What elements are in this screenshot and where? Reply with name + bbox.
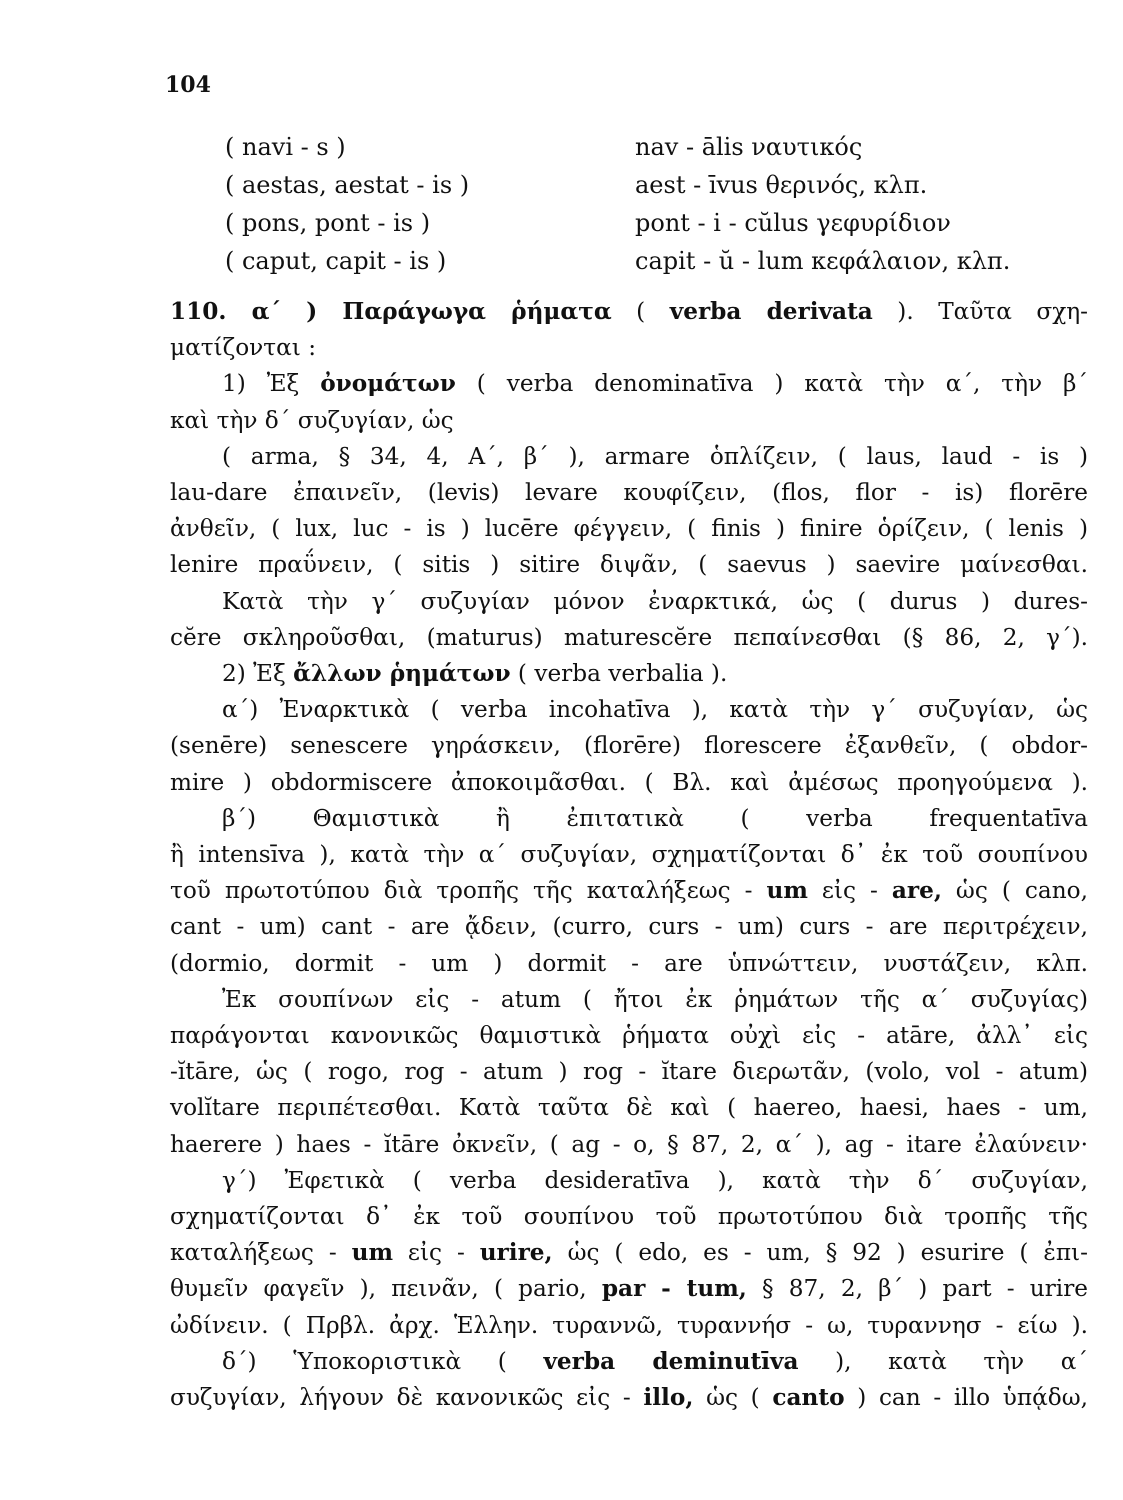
text-run: mire ) obdormiscere ἀποκοιμᾶσθαι. ( Βλ. καὶ ἀμέσως προηγούμενα ). <box>170 768 1088 796</box>
text-run: β΄) Θαμιστικὰ ἢ ἐπιτατικὰ ( verba frequentatīva <box>222 804 1088 832</box>
text-line <box>170 656 1088 692</box>
text-run: lau-dare ἐπαινεῖν, (levis) levare κουφίζειν, (flos, flor - is) florēre <box>170 479 1088 507</box>
derivative-cell: aest - īvus θερινός, κλπ. <box>635 171 928 199</box>
text-run: lenire πραΰνειν, ( sitis ) sitire διψᾶν, ( saevus ) saevire μαίνεσθαι. <box>170 551 1088 579</box>
text-run: καὶ τὴν δ΄ συζυγίαν, ὡς <box>170 406 454 434</box>
text-line <box>170 1090 1088 1126</box>
bold-term: verba derivata <box>669 298 873 325</box>
text-run: τοῦ πρωτοτύπου διὰ τροπῆς τῆς καταλήξεως - <box>170 877 767 905</box>
bold-term: are, <box>891 877 942 905</box>
table-row <box>225 128 1065 166</box>
text-run: γ΄) Ἐφετικὰ ( verba desideratīva ), κατὰ τὴν δ΄ συζυγίαν, <box>222 1166 1088 1194</box>
text-run: ), κατὰ τὴν α΄ <box>798 1347 1089 1375</box>
text-run: ( arma, § 34, 4, A΄, β΄ ), armare ὁπλίζειν, ( laus, laud - is ) <box>222 442 1088 470</box>
text-run: σχηματίζονται δ᾽ ἐκ τοῦ σουπίνου τοῦ πρωτοτύπου διὰ τροπῆς τῆς <box>170 1203 1088 1231</box>
text-run: ματίζονται : <box>170 334 317 362</box>
text-run: ( <box>611 298 670 325</box>
text-line <box>170 1308 1088 1344</box>
text-run: ἢ intensīva ), κατὰ τὴν α΄ συζυγίαν, σχηματίζονται δ᾽ ἐκ τοῦ σουπίνου <box>170 841 1088 869</box>
text-run: ὡς ( edo, es - um, § 92 ) esurire ( ἐπι- <box>552 1239 1088 1267</box>
text-line <box>170 728 1088 764</box>
table-row <box>225 242 1065 280</box>
text-run: εἰς - <box>393 1239 480 1267</box>
text-line <box>170 909 1088 945</box>
text-line <box>170 837 1088 873</box>
text-run: Ἐκ σουπίνων εἰς - atum ( ἤτοι ἐκ ῥημάτων τῆς α΄ συζυγίας) <box>222 985 1088 1013</box>
text-line <box>170 1054 1088 1090</box>
text-run: ὠδίνειν. ( Πρβλ. ἀρχ. Ἑλλην. τυραννῶ, τυραννήσ - ω, τυραννησ - είω ). <box>170 1311 1088 1339</box>
text-line <box>170 1235 1088 1271</box>
text-line <box>170 294 1088 330</box>
bold-term: 110. α΄ ) Παράγωγα ῥήματα <box>170 298 612 325</box>
derivative-cell: pont - i - cŭlus γεφυρίδιον <box>635 209 951 237</box>
bold-term: ὀνομάτων <box>320 370 456 398</box>
text-run: (senēre) senescere γηράσκειν, (florēre) florescere ἐξανθεῖν, ( obdor- <box>170 732 1088 760</box>
text-line <box>170 511 1088 547</box>
text-line <box>170 873 1088 909</box>
text-run: cĕre σκληροῦσθαι, (maturus) maturescĕre πεπαίνεσθαι (§ 86, 2, γ΄). <box>170 623 1088 651</box>
text-run: ἀνθεῖν, ( lux, luc - is ) lucēre φέγγειν, ( finis ) finire ὁρίζειν, ( lenis ) <box>170 515 1088 543</box>
text-run: § 87, 2, β΄ ) part - urire <box>746 1275 1089 1303</box>
bold-term: par - tum, <box>601 1275 747 1303</box>
text-line <box>170 620 1088 656</box>
text-run: ) can - illo ὑπᾴδω, <box>844 1384 1088 1412</box>
text-line <box>170 765 1088 801</box>
bold-term: illo, <box>643 1384 694 1412</box>
text-line <box>170 330 1088 366</box>
derivation-table <box>225 128 1065 280</box>
text-line <box>170 692 1088 728</box>
text-run: ( verba denominatīva ) κατὰ τὴν α΄, τὴν β΄ <box>455 370 1089 398</box>
text-line <box>170 547 1088 583</box>
derivative-cell: nav - ālis ναυτικός <box>635 133 863 161</box>
text-line <box>170 1163 1088 1199</box>
root-cell: ( navi - s ) <box>225 133 346 161</box>
text-run: haerere ) haes - ĭtāre ὀκνεῖν, ( ag - o, § 87, 2, α΄ ), ag - itare ἐλαύνειν· <box>170 1130 1088 1158</box>
bold-term: urire, <box>479 1239 553 1267</box>
text-run: cant - um) cant - are ᾄδειν, (curro, curs - um) curs - are περιτρέχειν, <box>170 913 1088 941</box>
text-run: 1) Ἐξ <box>222 370 321 398</box>
bold-term: verba deminutīva <box>543 1347 799 1375</box>
text-run: ὡς ( cano, <box>941 877 1088 905</box>
body-text <box>170 294 1088 1416</box>
text-run: (dormio, dormit - um ) dormit - are ὑπνώττειν, νυστάζειν, κλπ. <box>170 949 1088 977</box>
text-run: δ΄) Ὑποκοριστικὰ ( <box>222 1347 544 1375</box>
table-row <box>225 204 1065 242</box>
root-cell: ( caput, capit - is ) <box>225 247 447 275</box>
text-line <box>170 1199 1088 1235</box>
text-line <box>170 584 1088 620</box>
text-run: θυμεῖν φαγεῖν ), πεινᾶν, ( pario, <box>170 1275 602 1303</box>
text-line <box>170 1380 1088 1416</box>
bold-term: um <box>351 1239 393 1267</box>
text-run: 2) Ἐξ <box>222 660 294 688</box>
table-row <box>225 166 1065 204</box>
text-run: α΄) Ἐναρκτικὰ ( verba incohatīva ), κατὰ τὴν γ΄ συζυγίαν, ὡς <box>222 696 1088 724</box>
derivative-cell: capit - ŭ - lum κεφάλαιον, κλπ. <box>635 247 1011 275</box>
text-line <box>170 1127 1088 1163</box>
bold-term: ἄλλων ῥημάτων <box>293 660 511 688</box>
page-number: 104 <box>165 72 211 98</box>
text-line <box>170 475 1088 511</box>
root-cell: ( aestas, aestat - is ) <box>225 171 470 199</box>
text-run: Κατὰ τὴν γ΄ συζυγίαν μόνον ἐναρκτικά, ὡς ( durus ) dures- <box>222 587 1088 615</box>
text-run: συζυγίαν, λήγουν δὲ κανονικῶς εἰς - <box>170 1384 644 1412</box>
text-run: ). Ταῦτα σχη- <box>872 298 1088 325</box>
text-line <box>170 403 1088 439</box>
text-run: volĭtare περιπέτεσθαι. Κατὰ ταῦτα δὲ καὶ ( haereo, haesi, haes - um, <box>170 1094 1088 1122</box>
text-line <box>170 439 1088 475</box>
bold-term: canto <box>772 1384 845 1412</box>
text-line <box>170 1344 1088 1380</box>
text-line <box>170 366 1088 402</box>
text-line <box>170 1018 1088 1054</box>
text-run: ( verba verbalia ). <box>510 660 728 688</box>
text-line <box>170 1271 1088 1307</box>
text-run: -ĭtāre, ὡς ( rogo, rog - atum ) rog - ĭtare διερωτᾶν, (volo, vol - atum) <box>170 1058 1088 1086</box>
text-run: παράγονται κανονικῶς θαμιστικὰ ῥήματα οὐχὶ εἰς - atāre, ἀλλ᾽ εἰς <box>170 1022 1088 1050</box>
text-run: ὡς ( <box>693 1384 773 1412</box>
text-line <box>170 801 1088 837</box>
text-run: εἰς - <box>807 877 892 905</box>
text-line <box>170 982 1088 1018</box>
root-cell: ( pons, pont - is ) <box>225 209 431 237</box>
text-run: καταλήξεως - <box>170 1239 352 1267</box>
text-line <box>170 946 1088 982</box>
bold-term: um <box>766 877 808 905</box>
